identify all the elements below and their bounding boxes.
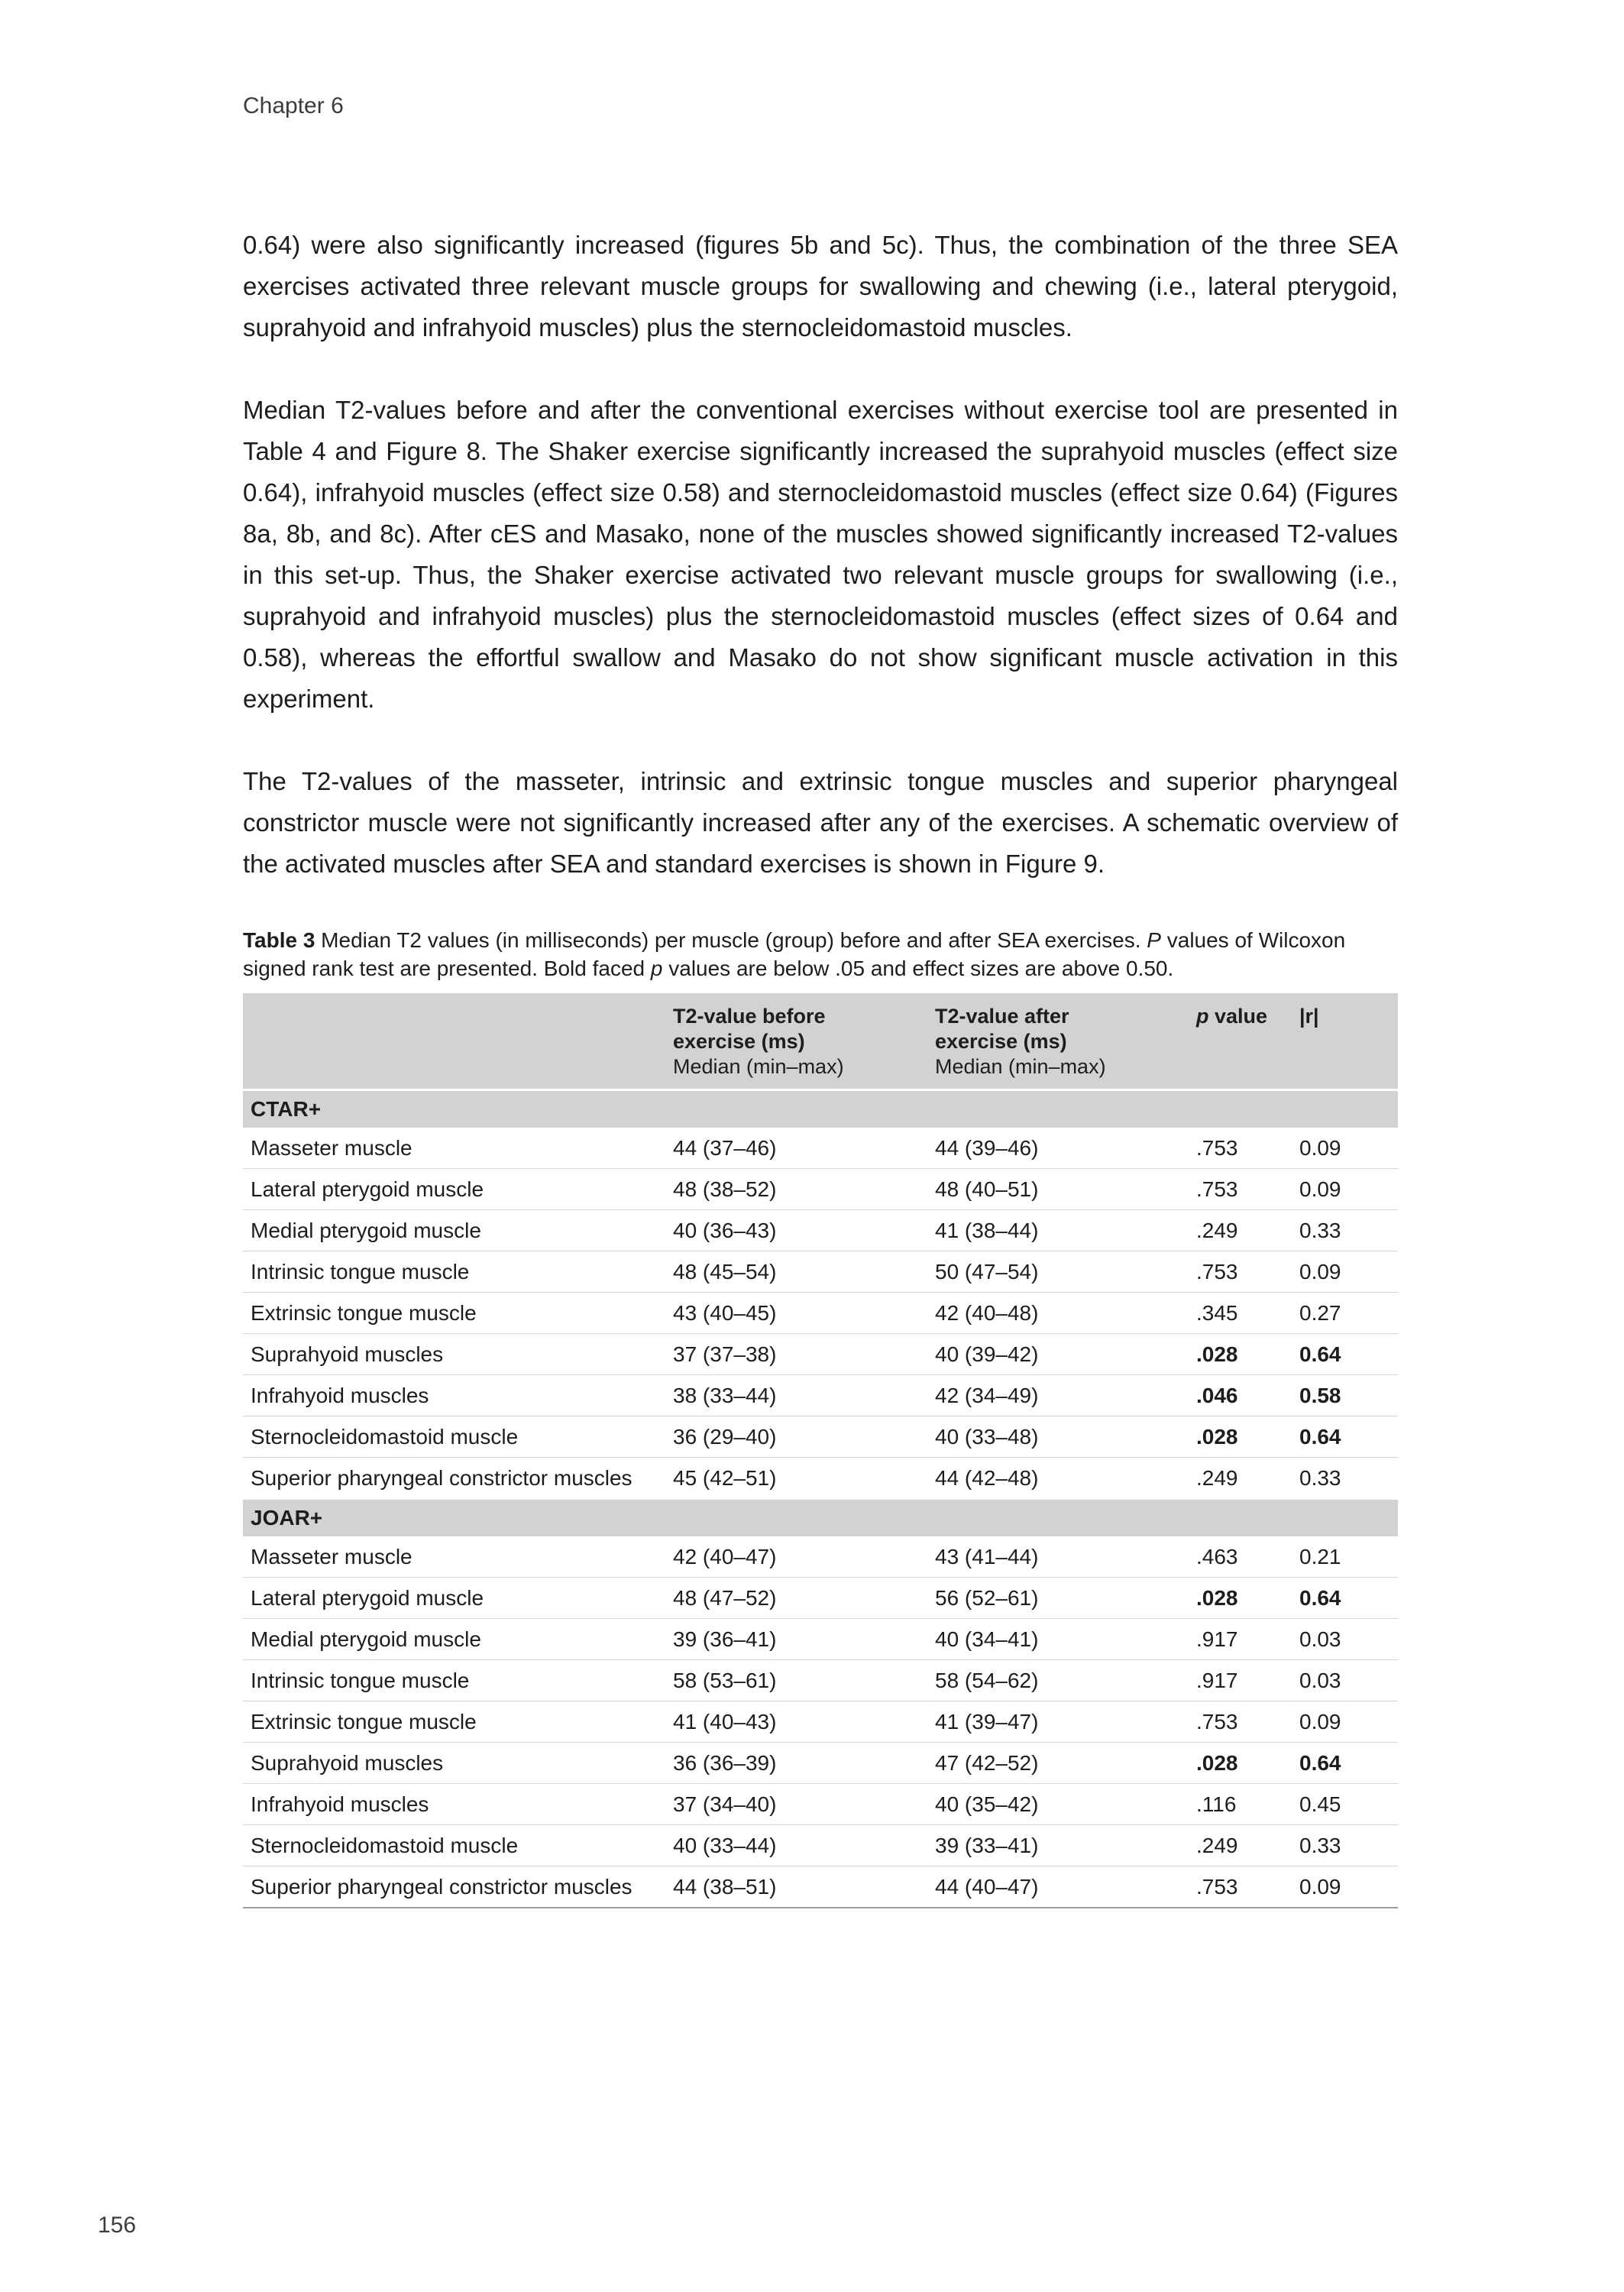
header-before-line2: exercise (ms)	[673, 1030, 805, 1053]
cell-r: 0.09	[1299, 1701, 1398, 1743]
cell-r: 0.33	[1299, 1210, 1398, 1251]
table-body	[243, 1090, 1398, 1908]
table-row	[243, 1210, 1398, 1251]
cell-muscle: Lateral pterygoid muscle	[243, 1578, 673, 1619]
cell-r: 0.64	[1299, 1578, 1398, 1619]
table-row	[243, 1619, 1398, 1660]
table-row	[243, 1866, 1398, 1908]
header-after-sub: Median (min–max)	[935, 1055, 1106, 1078]
cell-before: 40 (36–43)	[673, 1210, 935, 1251]
header-p-italic: p	[1196, 1005, 1209, 1028]
caption-text: Median T2 values (in milliseconds) per muscle (group) before and after SEA exercises.	[315, 928, 1147, 952]
cell-after: 43 (41–44)	[935, 1536, 1196, 1578]
table-3	[243, 993, 1398, 1908]
cell-muscle: Suprahyoid muscles	[243, 1334, 673, 1375]
cell-p: .028	[1196, 1416, 1299, 1458]
table-row	[243, 1743, 1398, 1784]
table-row	[243, 1701, 1398, 1743]
caption-text: values are below .05 and effect sizes are above 0.50.	[662, 957, 1174, 980]
cell-r: 0.03	[1299, 1660, 1398, 1701]
cell-before: 58 (53–61)	[673, 1660, 935, 1701]
cell-before: 36 (29–40)	[673, 1416, 935, 1458]
cell-after: 50 (47–54)	[935, 1251, 1196, 1293]
caption-text: P	[1147, 928, 1161, 952]
cell-r: 0.64	[1299, 1334, 1398, 1375]
cell-r: 0.09	[1299, 1251, 1398, 1293]
cell-muscle: Sternocleidomastoid muscle	[243, 1416, 673, 1458]
cell-muscle: Masseter muscle	[243, 1128, 673, 1169]
cell-muscle: Intrinsic tongue muscle	[243, 1660, 673, 1701]
cell-muscle: Masseter muscle	[243, 1536, 673, 1578]
cell-p: .249	[1196, 1210, 1299, 1251]
cell-before: 48 (47–52)	[673, 1578, 935, 1619]
body-paragraph: Median T2-values before and after the conventional exercises without exercise tool are presented in Table 4 and Figure 8. The Shaker exercise significantly increased the suprahyoid muscles (effect size 0.64), infrahyoid muscles (effect size 0.58) and sternocleidomastoid muscles (effect size 0.64) (Figures 8a, 8b, and 8c). After cES and Masako, none of the muscles showed significantly increased T2-values in this set-up. Thus, the Shaker exercise activated two relevant muscle groups for swallowing (i.e., suprahyoid and infrahyoid muscles) plus the sternocleidomastoid muscles (effect sizes of 0.64 and 0.58), whereas the effortful swallow and Masako do not show significant muscle activation in this experiment.	[243, 396, 1398, 713]
cell-before: 44 (37–46)	[673, 1128, 935, 1169]
table-section-row	[243, 1090, 1398, 1128]
cell-after: 58 (54–62)	[935, 1660, 1196, 1701]
body-paragraph: The T2-values of the masseter, intrinsic and extrinsic tongue muscles and superior pharyngeal constrictor muscle were not significantly increased after any of the exercises. A schematic overview of the activated muscles after SEA and standard exercises is shown in Figure 9.	[243, 767, 1398, 878]
cell-before: 39 (36–41)	[673, 1619, 935, 1660]
cell-p: .753	[1196, 1866, 1299, 1908]
table-section-row	[243, 1499, 1398, 1536]
table-row	[243, 1169, 1398, 1210]
table-row	[243, 1293, 1398, 1334]
table-row	[243, 1375, 1398, 1416]
cell-after: 41 (38–44)	[935, 1210, 1196, 1251]
header-r-col	[1299, 993, 1398, 1090]
cell-p: .463	[1196, 1536, 1299, 1578]
cell-before: 36 (36–39)	[673, 1743, 935, 1784]
cell-before: 37 (34–40)	[673, 1784, 935, 1825]
caption-label: Table 3	[243, 928, 315, 952]
table-row	[243, 1825, 1398, 1866]
table-row	[243, 1416, 1398, 1458]
cell-after: 42 (40–48)	[935, 1293, 1196, 1334]
cell-muscle: Intrinsic tongue muscle	[243, 1251, 673, 1293]
cell-r: 0.64	[1299, 1743, 1398, 1784]
cell-after: 48 (40–51)	[935, 1169, 1196, 1210]
caption-text: values of Wilcoxon signed rank test are presented. Bold faced	[243, 928, 1346, 980]
cell-before: 37 (37–38)	[673, 1334, 935, 1375]
cell-p: .753	[1196, 1701, 1299, 1743]
header-before-line1: T2-value before	[673, 1005, 826, 1028]
cell-after: 44 (39–46)	[935, 1128, 1196, 1169]
cell-r: 0.33	[1299, 1825, 1398, 1866]
cell-p: .753	[1196, 1251, 1299, 1293]
cell-r: 0.09	[1299, 1169, 1398, 1210]
cell-after: 41 (39–47)	[935, 1701, 1196, 1743]
caption-text: p	[650, 957, 663, 980]
table-header	[243, 993, 1398, 1090]
cell-after: 56 (52–61)	[935, 1578, 1196, 1619]
cell-r: 0.45	[1299, 1784, 1398, 1825]
table-row	[243, 1536, 1398, 1578]
cell-before: 48 (45–54)	[673, 1251, 935, 1293]
table-row	[243, 1660, 1398, 1701]
table-row	[243, 1251, 1398, 1293]
cell-after: 39 (33–41)	[935, 1825, 1196, 1866]
cell-muscle: Suprahyoid muscles	[243, 1743, 673, 1784]
cell-p: .753	[1196, 1169, 1299, 1210]
chapter-header: Chapter 6	[243, 93, 344, 118]
cell-p: .917	[1196, 1660, 1299, 1701]
table-header-row	[243, 993, 1398, 1090]
header-before-sub: Median (min–max)	[673, 1055, 844, 1078]
content-column	[243, 225, 1398, 1908]
cell-after: 40 (33–48)	[935, 1416, 1196, 1458]
header-p-col	[1196, 993, 1299, 1090]
cell-muscle: Infrahyoid muscles	[243, 1784, 673, 1825]
cell-before: 44 (38–51)	[673, 1866, 935, 1908]
table-row	[243, 1578, 1398, 1619]
cell-muscle: Medial pterygoid muscle	[243, 1619, 673, 1660]
header-p-rest: value	[1208, 1005, 1268, 1028]
body-paragraph: 0.64) were also significantly increased (figures 5b and 5c). Thus, the combination of the three SEA exercises activated three relevant muscle groups for swallowing and chewing (i.e., lateral pterygoid, suprahyoid and infrahyoid muscles) plus the sternocleidomastoid muscles.	[243, 231, 1398, 342]
cell-p: .917	[1196, 1619, 1299, 1660]
cell-r: 0.33	[1299, 1458, 1398, 1500]
cell-after: 40 (39–42)	[935, 1334, 1196, 1375]
cell-after: 47 (42–52)	[935, 1743, 1196, 1784]
page-number: 156	[98, 2213, 137, 2238]
table-caption	[243, 926, 1398, 983]
header-after-line2: exercise (ms)	[935, 1030, 1067, 1053]
table-row	[243, 1334, 1398, 1375]
cell-r: 0.21	[1299, 1536, 1398, 1578]
cell-r: 0.03	[1299, 1619, 1398, 1660]
cell-muscle: Extrinsic tongue muscle	[243, 1293, 673, 1334]
cell-muscle: Infrahyoid muscles	[243, 1375, 673, 1416]
table-row	[243, 1784, 1398, 1825]
cell-before: 45 (42–51)	[673, 1458, 935, 1500]
cell-before: 41 (40–43)	[673, 1701, 935, 1743]
cell-muscle: Sternocleidomastoid muscle	[243, 1825, 673, 1866]
cell-after: 42 (34–49)	[935, 1375, 1196, 1416]
cell-p: .249	[1196, 1825, 1299, 1866]
header-after-col	[935, 993, 1196, 1090]
cell-muscle: Superior pharyngeal constrictor muscles	[243, 1866, 673, 1908]
cell-p: .249	[1196, 1458, 1299, 1500]
header-r-label: |r|	[1299, 1005, 1319, 1028]
cell-p: .345	[1196, 1293, 1299, 1334]
cell-after: 40 (34–41)	[935, 1619, 1196, 1660]
cell-p: .116	[1196, 1784, 1299, 1825]
cell-r: 0.64	[1299, 1416, 1398, 1458]
header-after-line1: T2-value after	[935, 1005, 1069, 1028]
header-before-col	[673, 993, 935, 1090]
table-row	[243, 1128, 1398, 1169]
section-label: JOAR+	[243, 1499, 1398, 1536]
cell-after: 44 (42–48)	[935, 1458, 1196, 1500]
cell-p: .046	[1196, 1375, 1299, 1416]
cell-before: 38 (33–44)	[673, 1375, 935, 1416]
cell-r: 0.09	[1299, 1128, 1398, 1169]
cell-p: .028	[1196, 1743, 1299, 1784]
cell-before: 43 (40–45)	[673, 1293, 935, 1334]
cell-p: .753	[1196, 1128, 1299, 1169]
cell-before: 40 (33–44)	[673, 1825, 935, 1866]
cell-after: 40 (35–42)	[935, 1784, 1196, 1825]
cell-muscle: Superior pharyngeal constrictor muscles	[243, 1458, 673, 1500]
cell-after: 44 (40–47)	[935, 1866, 1196, 1908]
cell-muscle: Extrinsic tongue muscle	[243, 1701, 673, 1743]
header-muscle-col	[243, 993, 673, 1090]
section-label: CTAR+	[243, 1090, 1398, 1128]
cell-r: 0.09	[1299, 1866, 1398, 1908]
cell-p: .028	[1196, 1334, 1299, 1375]
cell-r: 0.58	[1299, 1375, 1398, 1416]
cell-muscle: Lateral pterygoid muscle	[243, 1169, 673, 1210]
cell-r: 0.27	[1299, 1293, 1398, 1334]
cell-before: 42 (40–47)	[673, 1536, 935, 1578]
cell-before: 48 (38–52)	[673, 1169, 935, 1210]
table-row	[243, 1458, 1398, 1500]
cell-p: .028	[1196, 1578, 1299, 1619]
cell-muscle: Medial pterygoid muscle	[243, 1210, 673, 1251]
